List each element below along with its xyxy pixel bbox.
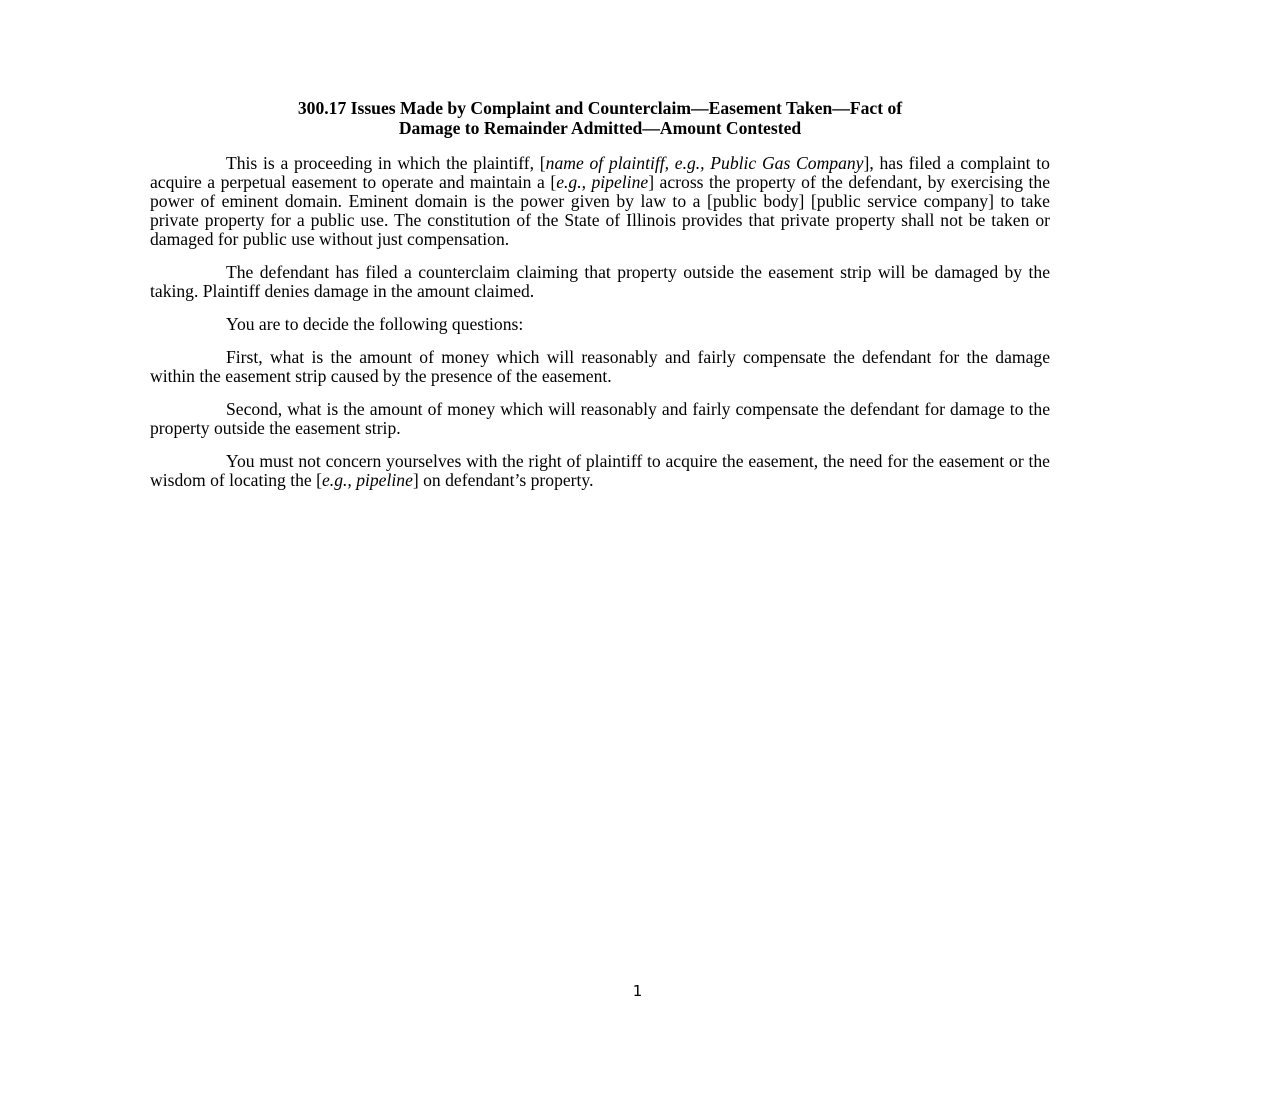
text-segment: First, what is the amount of money which will reasonably and fairly compensate the defendant for the damage within the easement strip caused by the presence of the easement. [150,347,1050,386]
document-page [150,99,1050,504]
text-segment: You must not concern yourselves with the right of plaintiff to acquire the easement, the need for the easement or the wisdom of locating the [ [150,451,1050,490]
italic-segment: e.g., pipeline [322,470,413,490]
page-number: 1 [632,982,643,1000]
paragraph-questions-intro [150,315,1050,334]
paragraph-instruction [150,452,1050,490]
title-line-2: Damage to Remainder Admitted—Amount Contested [398,117,802,138]
document-title [150,99,1050,138]
italic-segment: name of plaintiff, e.g., Public Gas Company [545,153,864,173]
paragraph-intro [150,154,1050,249]
text-segment: ] across the property of the defendant, by exercising the power of eminent domain. Eminent domain is the power given by law to a [public body] [public service company] to take private property for a public use. The constitution of the State of Illinois provides that private property shall not be taken or damaged for public use without just compensation. [150,172,1051,249]
text-segment: ] on defendant’s property. [412,470,594,490]
paragraph-counterclaim [150,263,1050,301]
paragraph-question-first [150,348,1050,386]
paragraph-question-second [150,400,1050,438]
text-segment: This is a proceeding in which the plaintiff, [ [226,153,546,173]
text-segment: The defendant has filed a counterclaim claiming that property outside the easement strip will be damaged by the taking. Plaintiff denies damage in the amount claimed. [150,262,1050,301]
text-segment: ], has filed a complaint to acquire a perpetual easement to operate and maintain a [ [150,153,1050,192]
italic-segment: e.g., pipeline [556,172,649,192]
text-segment: Second, what is the amount of money which will reasonably and fairly compensate the defendant for damage to the property outside the easement strip. [150,399,1050,438]
title-line-1: 300.17 Issues Made by Complaint and Counterclaim—Easement Taken—Fact of [297,98,903,118]
text-segment: You are to decide the following questions: [226,314,524,334]
